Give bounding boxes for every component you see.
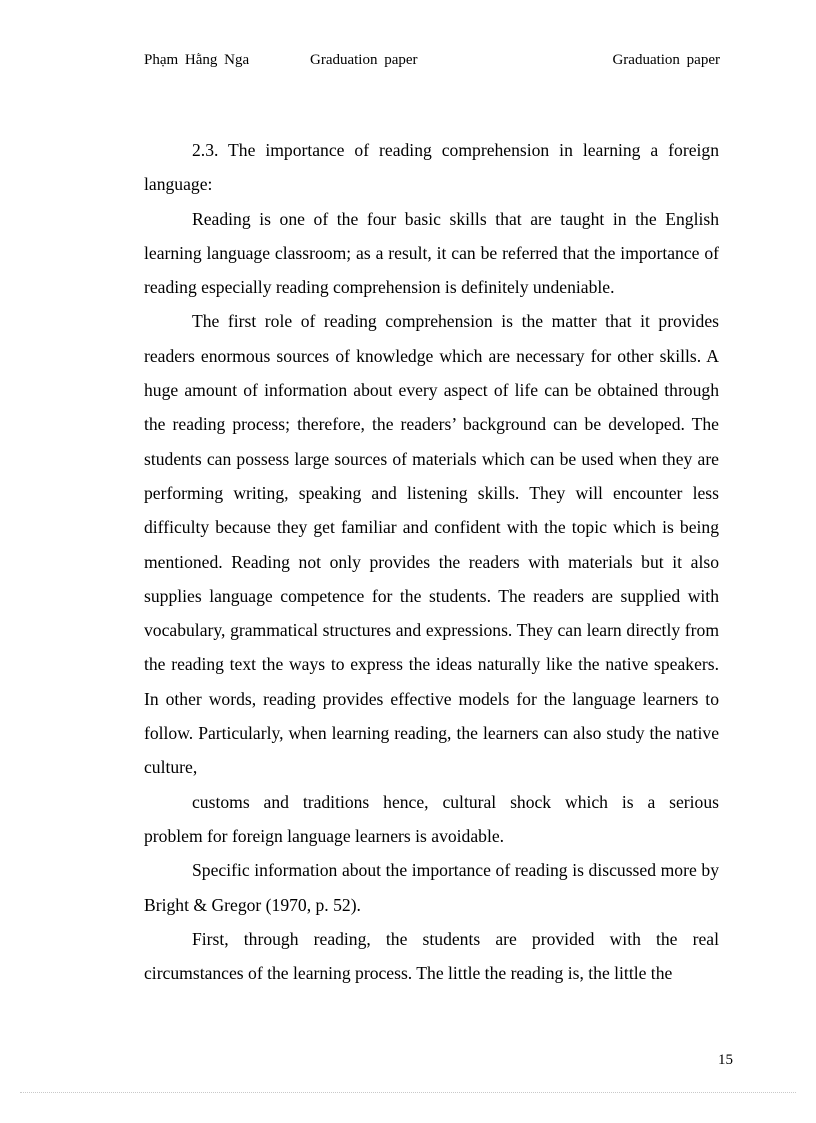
page-header <box>144 52 720 76</box>
header-center-title: Graduation paper <box>310 52 418 68</box>
paragraph-specific-information: Specific information about the importance of reading is discussed more by Bright & Gregor (1970, p. 52). <box>144 860 719 915</box>
paragraph-reading-skills: Reading is one of the four basic skills that are taught in the English learning language classroom; as a result, it can be referred that the importance of reading especially reading comprehension is definitely undeniable. <box>144 208 719 298</box>
header-author: Phạm Hằng Nga <box>144 52 250 68</box>
paragraph-culture-shock-line: problem for foreign language learners is avoidable. <box>144 825 505 846</box>
paragraph-customs-line: customs and traditions hence, cultural shock which is a serious <box>192 791 719 812</box>
header-right-title: Graduation paper <box>612 52 720 68</box>
section-heading: 2.3. The importance of reading comprehension in learning a foreign language: <box>144 140 719 195</box>
page-bottom-divider <box>20 1092 796 1093</box>
paragraph-first-through-reading: First, through reading, the students are provided with the real circumstances of the learning process. The little the reading is, the little the <box>144 928 719 984</box>
paragraph-first-role: The first role of reading comprehension is the matter that it provides readers enormous sources of knowledge which are necessary for other skills. A huge amount of information about every aspect of life can be obtained through the reading process; therefore, the readers’ background can be developed. The students can possess large sources of materials which can be used when they are performing writing, speaking and listening skills. They will encounter less difficulty because they get familiar and confident with the topic which is being mentioned. Reading not only provides the readers with materials but it also supplies language competence for the students. The readers are supplied with vocabulary, grammatical structures and expressions. They can learn directly from the reading text the ways to express the ideas naturally like the native speakers. In other words, reading provides effective models for the language learners to follow. Particularly, when learning reading, the learners can also study the native culture, <box>144 311 719 778</box>
document-body <box>144 133 719 990</box>
page-number: 15 <box>718 1052 733 1068</box>
